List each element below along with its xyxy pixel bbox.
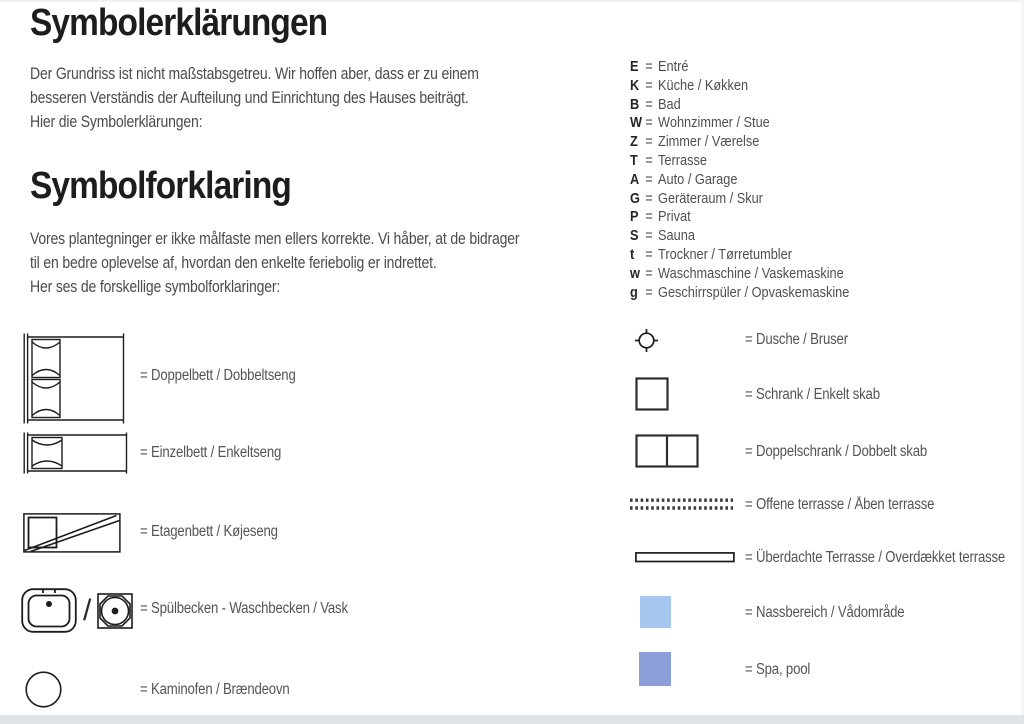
room-code-row: [630, 190, 849, 209]
room-code-letter: w: [630, 264, 640, 282]
room-code-row: [630, 96, 849, 115]
equals-sign: =: [645, 133, 653, 151]
room-code-letter: t: [630, 245, 635, 263]
room-code-label: Zimmer / Værelse: [658, 133, 760, 151]
paragraph-line: besseren Verständis der Aufteilung und Einrichtung des Hauses beiträgt.: [30, 89, 469, 107]
fireplace-label: = Kaminofen / Brændeovn: [140, 681, 290, 698]
spa-pool-icon: [639, 652, 671, 686]
room-code-row: [630, 171, 849, 190]
double-wardrobe-icon: [635, 434, 699, 468]
room-code-letter: P: [630, 208, 639, 226]
equals-sign: =: [645, 245, 653, 263]
equals-sign: =: [645, 189, 653, 207]
room-code-row: [630, 208, 849, 227]
equals-sign: =: [645, 76, 653, 94]
room-code-letter: W: [630, 114, 643, 132]
room-code-letter: A: [630, 170, 640, 188]
wardrobe-label: = Schrank / Enkelt skab: [745, 386, 880, 403]
paragraph-line: Her ses de forskellige symbolforklaringer:: [30, 278, 281, 296]
shower-label: = Dusche / Bruser: [745, 331, 848, 348]
equals-sign: =: [645, 151, 653, 169]
open-terrace-icon: [630, 497, 734, 512]
double-wardrobe-label: = Doppelschrank / Dobbelt skab: [745, 443, 928, 460]
sink-symbols: [21, 588, 133, 633]
bunk-bed-label: = Etagenbett / Køjeseng: [140, 523, 278, 540]
page-title-danish: Symbolforklaring: [30, 165, 291, 207]
intro-paragraph-german: [30, 62, 479, 134]
room-code-label: Trockner / Tørretumbler: [658, 245, 792, 263]
room-code-label: Geräteraum / Skur: [658, 189, 763, 207]
room-code-label: Entré: [658, 58, 689, 75]
equals-sign: =: [645, 264, 653, 282]
room-code-row: [630, 114, 849, 133]
page-title-german: Symbolerklärungen: [30, 2, 328, 44]
room-code-letter: B: [630, 95, 640, 113]
slash-separator: /: [83, 593, 92, 627]
room-code-letter: T: [630, 151, 638, 169]
equals-sign: =: [645, 114, 653, 132]
room-code-row: [630, 227, 849, 246]
room-code-label: Sauna: [658, 227, 695, 245]
equals-sign: =: [645, 227, 653, 245]
room-code-letter: G: [630, 189, 640, 207]
wet-area-icon: [640, 596, 671, 628]
equals-sign: =: [645, 58, 653, 75]
wash-basin-icon: [97, 593, 133, 629]
room-code-label: Privat: [658, 208, 691, 226]
room-code-row: [630, 77, 849, 96]
room-code-list: [630, 58, 849, 302]
room-code-label: Küche / Køkken: [658, 76, 749, 94]
fireplace-icon: [25, 671, 62, 708]
covered-terrace-icon: [635, 552, 735, 563]
covered-terrace-label: = Überdachte Terrasse / Overdækket terrasse: [745, 549, 1006, 566]
room-code-row: [630, 265, 849, 284]
spa-pool-label: = Spa, pool: [745, 661, 811, 678]
room-code-label: Wohnzimmer / Stue: [658, 114, 770, 132]
paragraph-line: Der Grundriss ist nicht maßstabsgetreu. Wir hoffen aber, dass er zu einem: [30, 65, 479, 83]
paragraph-line: Hier die Symbolerklärungen:: [30, 113, 203, 131]
room-code-letter: S: [630, 227, 639, 245]
shower-icon: [633, 327, 660, 354]
equals-sign: =: [645, 208, 653, 226]
single-bed-icon: [23, 432, 128, 474]
page-edge-top: [0, 0, 1024, 2]
room-code-row: [630, 152, 849, 171]
room-code-row: [630, 246, 849, 265]
wardrobe-icon: [635, 377, 669, 411]
room-code-row: [630, 133, 849, 152]
room-code-row: [630, 58, 849, 77]
double-bed-icon: [23, 333, 125, 424]
double-bed-label: = Doppelbett / Dobbeltseng: [140, 367, 296, 384]
wet-area-label: = Nassbereich / Vådområde: [745, 604, 905, 621]
sink-label: = Spülbecken - Waschbecken / Vask: [140, 600, 348, 617]
room-code-letter: E: [630, 58, 639, 75]
bunk-bed-icon: [23, 513, 121, 553]
room-code-label: Waschmaschine / Vaskemaskine: [658, 264, 844, 282]
paragraph-line: Vores plantegninger er ikke målfaste men ellers korrekte. Vi håber, at de bidrager: [30, 230, 520, 248]
room-code-label: Geschirrspüler / Opvaskemaskine: [658, 283, 850, 301]
intro-paragraph-danish: [30, 227, 519, 299]
equals-sign: =: [645, 283, 653, 301]
room-code-label: Bad: [658, 95, 681, 113]
equals-sign: =: [645, 95, 653, 113]
room-code-letter: g: [630, 283, 638, 301]
room-code-label: Auto / Garage: [658, 170, 738, 188]
room-code-letter: Z: [630, 133, 638, 151]
single-bed-label: = Einzelbett / Enkeltseng: [140, 444, 282, 461]
page-edge-bottom: [0, 715, 1024, 724]
kitchen-sink-icon: [21, 588, 77, 633]
paragraph-line: til en bedre oplevelse af, hvordan den enkelte feriebolig er indrettet.: [30, 254, 437, 272]
equals-sign: =: [645, 170, 653, 188]
open-terrace-label: = Offene terrasse / Åben terrasse: [745, 496, 935, 513]
room-code-label: Terrasse: [658, 151, 707, 169]
room-code-letter: K: [630, 76, 640, 94]
room-code-row: [630, 284, 849, 303]
